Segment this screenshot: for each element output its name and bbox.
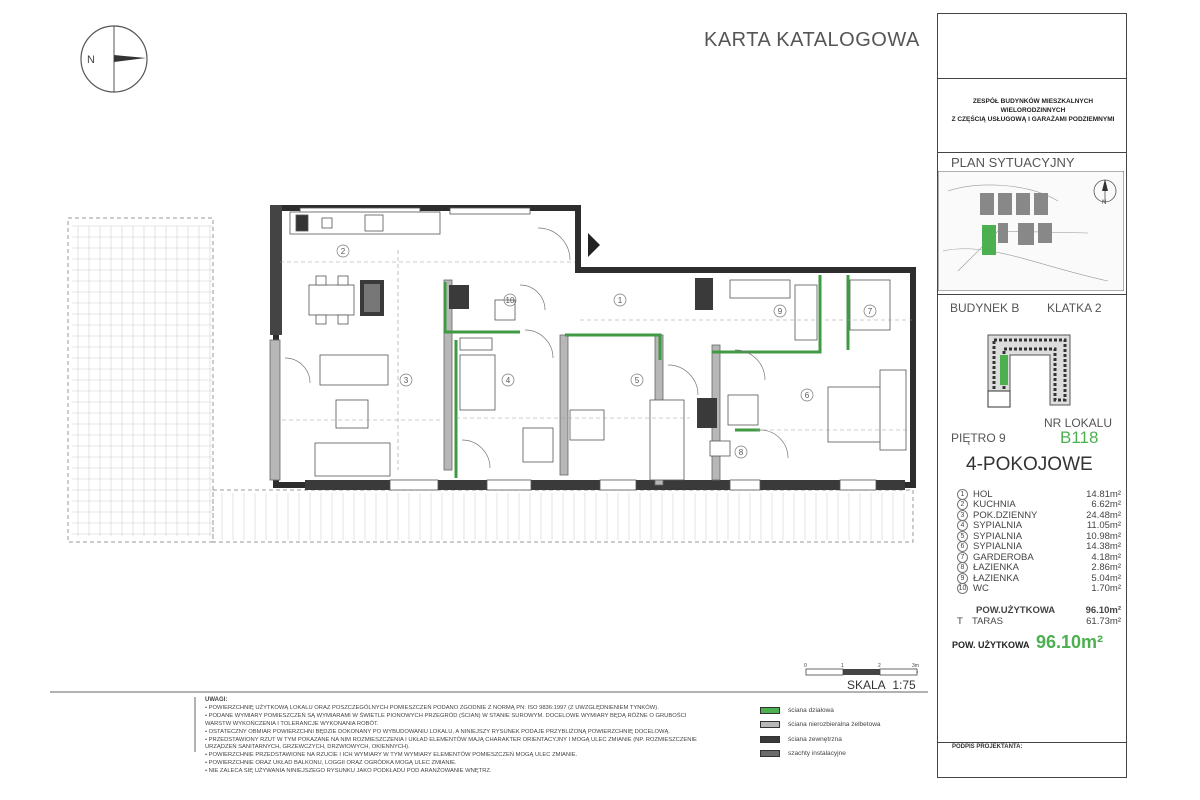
room-area: 1.70m² — [1091, 583, 1121, 595]
rooms-table — [957, 489, 1121, 594]
room-row — [957, 563, 1121, 574]
plan-room-number: 10 — [505, 296, 515, 305]
room-row — [957, 489, 1121, 500]
notes-title: UWAGI: — [205, 697, 228, 703]
scale-label — [847, 678, 916, 692]
room-row — [957, 552, 1121, 563]
building-label: BUDYNEK B — [950, 301, 1020, 315]
plan-room-number: 7 — [867, 307, 873, 316]
room-area: 24.48m² — [1086, 509, 1121, 521]
total-area-label: POW. UŻYTKOWA — [952, 640, 1030, 650]
scale-tick: 2 — [878, 663, 881, 669]
compass-north-label: N — [87, 54, 95, 66]
legend-swatch — [760, 707, 780, 714]
room-row — [957, 584, 1121, 595]
room-row — [957, 510, 1121, 521]
total-area-value: 96.10m² — [1036, 632, 1104, 652]
legend-item — [760, 703, 881, 718]
legend-swatch — [760, 736, 780, 743]
room-area: 6.62m² — [1091, 499, 1121, 511]
legend-label: ściana zewnętrzna — [788, 735, 842, 743]
note-line: URZĄDZEŃ SANITARNYCH, GRZEWCZYCH, DRZWIOWYCH, OKIENNYCH). — [205, 744, 410, 751]
scale-bar — [804, 663, 919, 675]
room-area: 4.18m² — [1091, 551, 1121, 563]
staircase-text: KLATKA — [1047, 301, 1092, 315]
dining-table — [309, 276, 354, 324]
room-name: SYPIALNIA — [973, 541, 1023, 553]
page-title: KARTA KATALOGOWA — [704, 29, 920, 51]
scale-tick: 0 — [804, 663, 807, 669]
terrace-label: TARAS — [972, 615, 1003, 627]
scale-word: SKALA — [847, 678, 886, 692]
legend-label: ściana nierozbieralna żelbetowa — [788, 721, 881, 729]
room-row — [957, 521, 1121, 532]
note-line: • POWIERZCHNIE ORAZ UKŁAD BALKONU, LOGGII ORAZ OGRÓDKA MOGĄ ULEC ZMIANIE. — [205, 760, 457, 767]
notes — [205, 697, 700, 776]
room-name: SYPIALNIA — [973, 530, 1023, 542]
legend-swatch — [760, 721, 780, 728]
room-area: 10.98m² — [1086, 530, 1121, 542]
room-name: KUCHNIA — [973, 499, 1016, 511]
site-plan-label: PLAN SYTUACYJNY — [951, 155, 1075, 170]
legend-item — [760, 732, 881, 747]
legend-label: szachty instalacyjne — [788, 750, 846, 758]
room-number: 5 — [957, 531, 968, 542]
usable-area-value: 96.10m² — [1085, 605, 1121, 616]
room-name: ŁAZIENKA — [973, 572, 1019, 584]
plan-room-number: 6 — [804, 391, 810, 400]
room-name: HOL — [973, 488, 993, 500]
building-key-plan — [980, 325, 1080, 415]
room-name: SYPIALNIA — [973, 520, 1023, 532]
room-number: 6 — [957, 541, 968, 552]
room-row — [957, 531, 1121, 542]
note-line: • POWIERZCHNIE PRZEDSTAWIONE NA RZUCIE I ICH WYMIARY W TYM WYMIARY ELEMENTÓW POMIESZCZEŃ MOGĄ ULEC ZMIANIE. — [205, 752, 578, 759]
room-row — [957, 573, 1121, 584]
scale-tick: 3m — [912, 663, 919, 669]
kitchen-units — [290, 212, 440, 234]
legend-item — [760, 747, 881, 762]
room-number: 7 — [957, 552, 968, 563]
compass-icon — [81, 26, 147, 92]
note-line: • PODANE WYMIARY POMIESZCZEŃ SĄ WYMIARAMI W ŚWIETLE PIONOWYCH PRZEGRÓD (ŚCIAN) W STANIE SUROWYM. DOCELOWE WYMIARY BĘDĄ RÓŻNE O GRUBOŚCI — [205, 712, 687, 719]
plan-room-number: 2 — [340, 247, 346, 256]
room-area: 2.86m² — [1091, 562, 1121, 574]
legend-label: ściana działowa — [788, 706, 834, 714]
project-line: ZESPÓŁ BUDYNKÓW MIESZKALNYCH WIELORODZINNYCH — [972, 98, 1094, 114]
plan-room-number: 5 — [634, 376, 640, 385]
room-number: 2 — [957, 499, 968, 510]
room-name: ŁAZIENKA — [973, 562, 1019, 574]
unit-type: 4-POKOJOWE — [966, 454, 1093, 475]
usable-area-row — [976, 605, 1121, 616]
project-name — [944, 97, 1122, 124]
usable-area-label: POW.UŻYTKOWA — [976, 605, 1056, 616]
plan-room-number: 1 — [617, 296, 623, 305]
room-area: 5.04m² — [1091, 572, 1121, 584]
terrace-row — [957, 616, 1121, 627]
note-line: WARSTW WYKOŃCZENIA I TOLERANCJE WYKONANIA ROBÓT. — [205, 720, 379, 727]
room-area: 11.05m² — [1086, 520, 1121, 532]
staircase-label — [1047, 301, 1102, 315]
room-number: 8 — [957, 562, 968, 573]
entrance-arrow-icon — [588, 233, 600, 257]
staircase-number: 2 — [1094, 301, 1102, 315]
room-name: POK.DZIENNY — [973, 509, 1038, 521]
signature-label: PODPIS PROJEKTANTA: — [952, 744, 1023, 750]
room-number: 1 — [957, 489, 968, 500]
site-north-label: N — [1102, 200, 1107, 206]
legend — [760, 703, 881, 761]
room-number: 9 — [957, 573, 968, 584]
room-row — [957, 542, 1121, 553]
terrace-area: 61.73m² — [1086, 615, 1121, 627]
note-line: • POWIERZCHNIĘ UŻYTKOWĄ LOKALU ORAZ POSZCZEGÓLNYCH POMIESZCZEŃ PODANO ZGODNIE Z NORMĄ PN: ISO 9836:1997 (Z UWZGLĘDNIENIEM TYNKÓW). — [205, 704, 659, 711]
room-row — [957, 500, 1121, 511]
scale-value: 1:75 — [892, 678, 916, 692]
legend-item — [760, 718, 881, 733]
note-line: • NIE ZALECA SIĘ UŻYWANIA NINIEJSZEGO RYSUNKU JAKO PODKŁADU POD ARANŻOWANIE WNĘTRZ. — [205, 768, 492, 775]
plan-room-number: 8 — [738, 448, 744, 457]
plan-room-number: 3 — [403, 376, 409, 385]
unit-number: B118 — [1060, 428, 1099, 447]
scale-tick: 1 — [841, 663, 844, 669]
wall-segment — [270, 205, 282, 335]
floor-label: PIĘTRO 9 — [951, 431, 1006, 445]
terrace-code: T — [957, 615, 963, 627]
room-name: WC — [973, 583, 989, 595]
legend-swatch — [760, 750, 780, 757]
room-area: 14.81m² — [1086, 488, 1121, 500]
room-number: 3 — [957, 510, 968, 521]
room-number: 4 — [957, 520, 968, 531]
note-line: • PRZEDSTAWIONY RZUT W TYM POKAZANE NA NIM ROZMIESZCZENIA I UKŁAD ELEMENTÓW MAJĄ CHARAKTER ORIENTACYJNY I MOGĄ ULEC ZMIANIE (NP. ROZMIESZCZENIE — [205, 736, 697, 743]
plan-room-number: 4 — [505, 376, 511, 385]
room-number: 10 — [958, 585, 967, 593]
site-plan-map — [938, 171, 1124, 291]
unit-number-label: NR LOKALU — [1044, 416, 1113, 430]
room-area: 14.38m² — [1086, 541, 1121, 553]
room-name: GARDEROBA — [973, 551, 1034, 563]
project-line: Z CZĘŚCIĄ USŁUGOWĄ I GARAŻAMI PODZIEMNYMI — [951, 116, 1115, 123]
plan-room-number: 9 — [777, 307, 783, 316]
note-line: • OSTATECZNY OBMIAR POWIERZCHNI BĘDZIE DOKONANY PO WYBUDOWANIU LOKALU, A NINIEJSZY RYSUNEK PODAJE PRZYBLIŻONĄ POWIERZCHNIĘ DOCELOWĄ. — [205, 728, 670, 735]
